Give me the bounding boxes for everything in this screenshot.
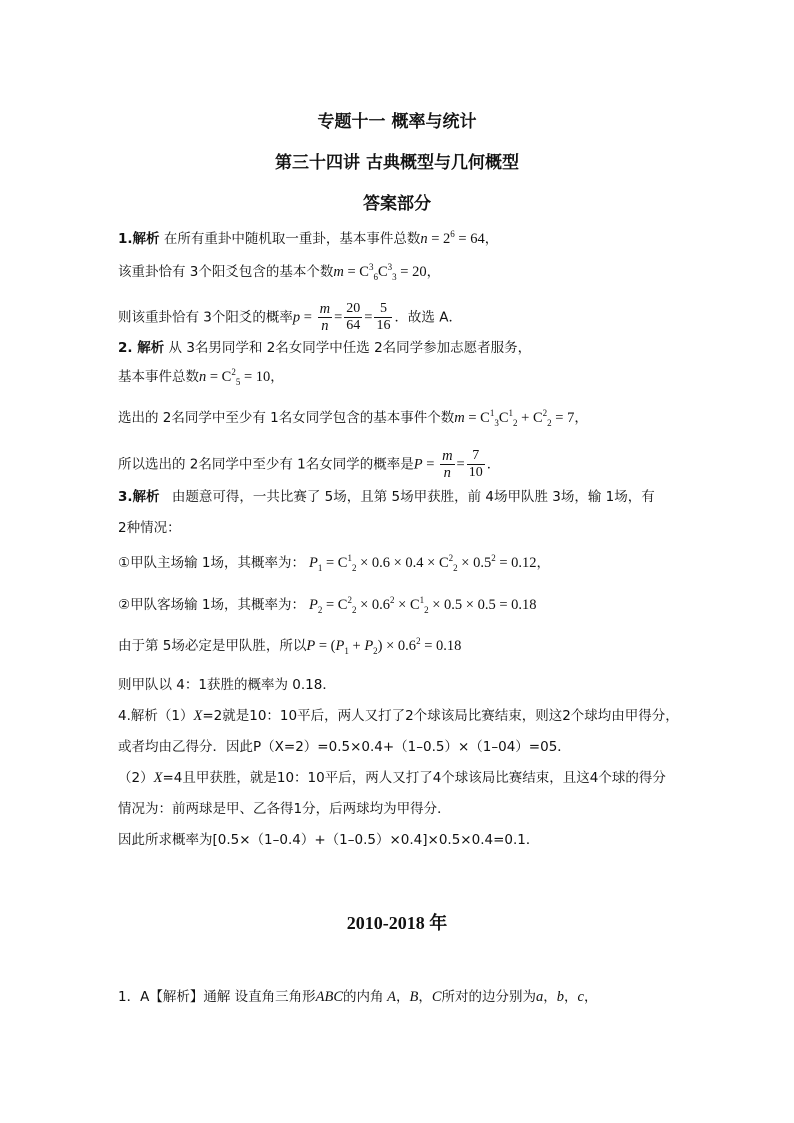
- q1-fraction-1: $\frac{m}{n}$: [319, 301, 331, 334]
- q1-line-3: 则该重卦恰有 3个阳爻的概率p = $\frac{m}{n}$ = $\frac{20}{64}$ = $\frac{5}{16}$ ．故选 A．: [118, 301, 462, 334]
- q1-label: 1.解析: [118, 231, 160, 247]
- q3-line-1: 3.解析 由题意可得，一共比赛了 5场，且第 5场甲获胜，前 4场甲队胜 3场，输 1场，有: [118, 489, 655, 505]
- q2-fraction-1: $\frac{m}{n}$: [442, 448, 453, 481]
- q2-line-4: 所以选出的 2名同学中至少有 1名女同学的概率是P = $\frac{m}{n}$ = $\frac{7}{10}$ ．: [118, 448, 501, 481]
- q3-line-5: 由于第 5场必定是甲队胜，所以$P = (P_1 + P_2) \times 0.6^2 = 0.18$: [118, 636, 462, 656]
- q4-line-3: （2）X=4且甲获胜，就是10：10平后，两人又打了4个球该局比赛结束，且这4个球的得分: [118, 770, 666, 786]
- lecture-title: 第三十四讲 古典概型与几何概型: [275, 153, 519, 173]
- q1-fraction-3: $\frac{5}{16}$: [376, 301, 391, 333]
- q2-line-3: 选出的 2名同学中至少有 1名女同学包含的基本事件个数$m = C^1_3C^1_2 + C^2_2 = 7$，: [118, 408, 588, 428]
- q3-line-2: 2种情况：: [118, 520, 181, 536]
- years-heading: 2010-2018 年: [346, 913, 448, 933]
- q4-line-4: 情况为：前两球是甲、乙各得1分，后两球均为甲得分．: [118, 801, 451, 817]
- topic-title: 专题十一 概率与统计: [317, 112, 477, 132]
- q4-line-5: 因此所求概率为[0.5×（1–0.4）+（1–0.5）×0.4]×0.5×0.4=0.1．: [118, 832, 540, 848]
- section-title: 答案部分: [363, 194, 431, 214]
- q1-line-1: 1.解析 在所有重卦中随机取一重卦，基本事件总数$n = 2^6 = 64$，: [118, 229, 499, 247]
- q2-line-1: 2. 解析 从 3名男同学和 2名女同学中任选 2名同学参加志愿者服务，: [118, 340, 532, 356]
- q2-label: 2. 解析: [118, 340, 165, 356]
- q2-line-2: 基本事件总数$n = C^2_5 = 10$，: [118, 367, 284, 387]
- q1-line-2: 该重卦恰有 3个阳爻包含的基本个数$m = C^3_6C^3_3 = 20$，: [118, 262, 441, 282]
- q3-line-4: ②甲队客场输 1场，其概率为： $P_2 = C^2_2 \times 0.6^2 \times C^1_2 \times 0.5 \times 0.5 = 0.18$: [118, 595, 537, 615]
- q1-fraction-2: $\frac{20}{64}$: [346, 301, 361, 333]
- q3-line-6: 则甲队以 4：1获胜的概率为 0.18．: [118, 677, 336, 693]
- q3-line-3: ①甲队主场输 1场，其概率为： $P_1 = C^1_2 \times 0.6 \times 0.4 \times C^2_2 \times 0.5^2 = 0.12$，: [118, 553, 551, 573]
- q4-line-1: 4.解析（1）X=2就是10：10平后，两人又打了2个球该局比赛结束，则这2个球均由甲得分，: [118, 708, 679, 724]
- q2-fraction-2: $\frac{7}{10}$: [468, 448, 483, 480]
- q4-line-2: 或者均由乙得分．因此P（X=2）=0.5×0.4+（1–0.5）×（1–04）=05．: [118, 739, 571, 755]
- item1-line-1: 1．A【解析】通解 设直角三角形ABC的内角 A，B，C所对的边分别为a，b，c，: [118, 989, 598, 1005]
- q3-label: 3.解析: [118, 489, 160, 505]
